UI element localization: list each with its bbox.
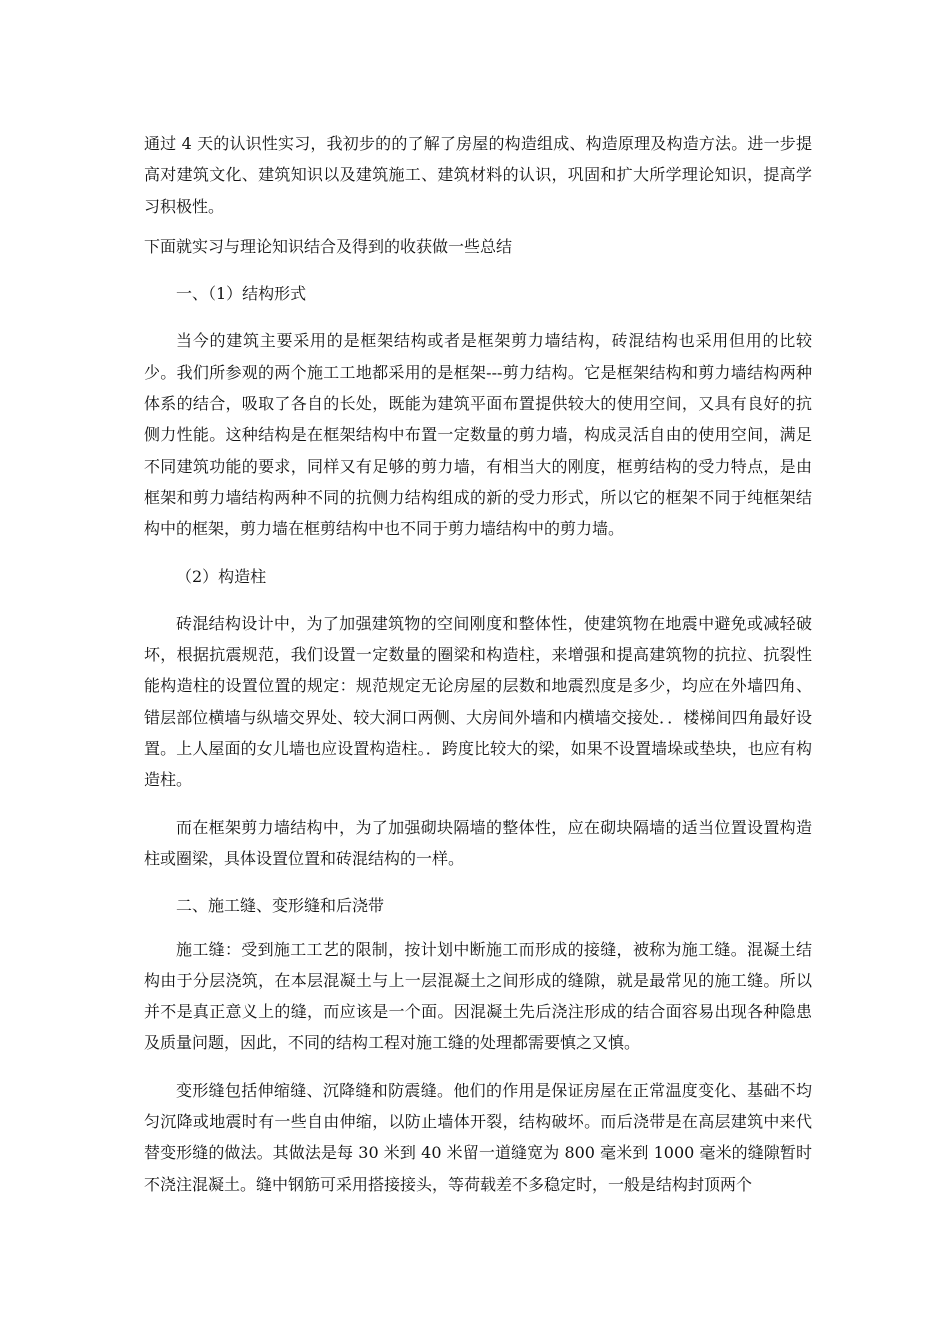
paragraph-construction-column: 砖混结构设计中，为了加强建筑物的空间刚度和整体性，使建筑物在地震中避免或减轻破坏，根据抗震规范，我们设置一定数量的圈梁和构造柱，来增强和提高建筑物的抗拉、抗裂性能构造柱的设置位置的规定：规范规定无论房屋的层数和地震烈度是多少，均应在外墙四角、错层部位横墙与纵墙交界处、较大洞口两侧、大房间外墙和内横墙交接处．．楼梯间四角最好设置。上人屋面的女儿墙也应设置构造柱。．跨度比较大的梁，如果不设置墙垛或垫块，也应有构造柱。 [144,613,812,790]
section-heading-structure-form: 一、（1）结构形式 [176,284,307,304]
summary-intro-line: 下面就实习与理论知识结合及得到的收获做一些总结 [144,236,513,256]
paragraph-frame-shear-wall: 而在框架剪力墙结构中，为了加强砌块隔墙的整体性，应在砌块隔墙的适当位置设置构造柱或圈梁，具体设置位置和砖混结构的一样。 [144,817,812,868]
document-body [144,128,812,1200]
section-heading-construction-column: （2）构造柱 [176,566,267,586]
section-heading-joints: 二、施工缝、变形缝和后浇带 [176,896,385,916]
paragraph-structure-form: 当今的建筑主要采用的是框架结构或者是框架剪力墙结构，砖混结构也采用但用的比较少。我们所参观的两个施工工地都采用的是框架---剪力结构。它是框架结构和剪力墙结构两种体系的结合，吸取了各自的长处，既能为建筑平面布置提供较大的使用空间，又具有良好的抗侧力性能。这种结构是在框架结构中布置一定数量的剪力墙，构成灵活自由的使用空间，满足不同建筑功能的要求，同样又有足够的剪力墙，有相当大的刚度，框剪结构的受力特点，是由框架和剪力墙结构两种不同的抗侧力结构组成的新的受力形式，所以它的框架不同于纯框架结构中的框架，剪力墙在框剪结构中也不同于剪力墙结构中的剪力墙。 [144,331,812,539]
intro-paragraph: 通过 4 天的认识性实习，我初步的的了解了房屋的构造组成、构造原理及构造方法。进一步提高对建筑文化、建筑知识以及建筑施工、建筑材料的认识，巩固和扩大所学理论知识，提高学习积极性。 [144,134,812,216]
paragraph-deformation-joint: 变形缝包括伸缩缝、沉降缝和防震缝。他们的作用是保证房屋在正常温度变化、基础不均匀沉降或地震时有一些自由伸缩，以防止墙体开裂，结构破坏。而后浇带是在高层建筑中来代替变形缝的做法。其做法是每 30 米到 40 米留一道缝宽为 800 毫米到 1000 毫米的缝隙暂时不浇注混凝土。缝中钢筋可采用搭接接头，等荷载差不多稳定时，一般是结构封顶两个 [144,1080,812,1194]
paragraph-construction-joint: 施工缝：受到施工工艺的限制，按计划中断施工而形成的接缝，被称为施工缝。混凝土结构由于分层浇筑，在本层混凝土与上一层混凝土之间形成的缝隙，就是最常见的施工缝。所以并不是真正意义上的缝，而应该是一个面。因混凝土先后浇注形成的结合面容易出现各种隐患及质量问题，因此，不同的结构工程对施工缝的处理都需要慎之又慎。 [144,939,812,1053]
